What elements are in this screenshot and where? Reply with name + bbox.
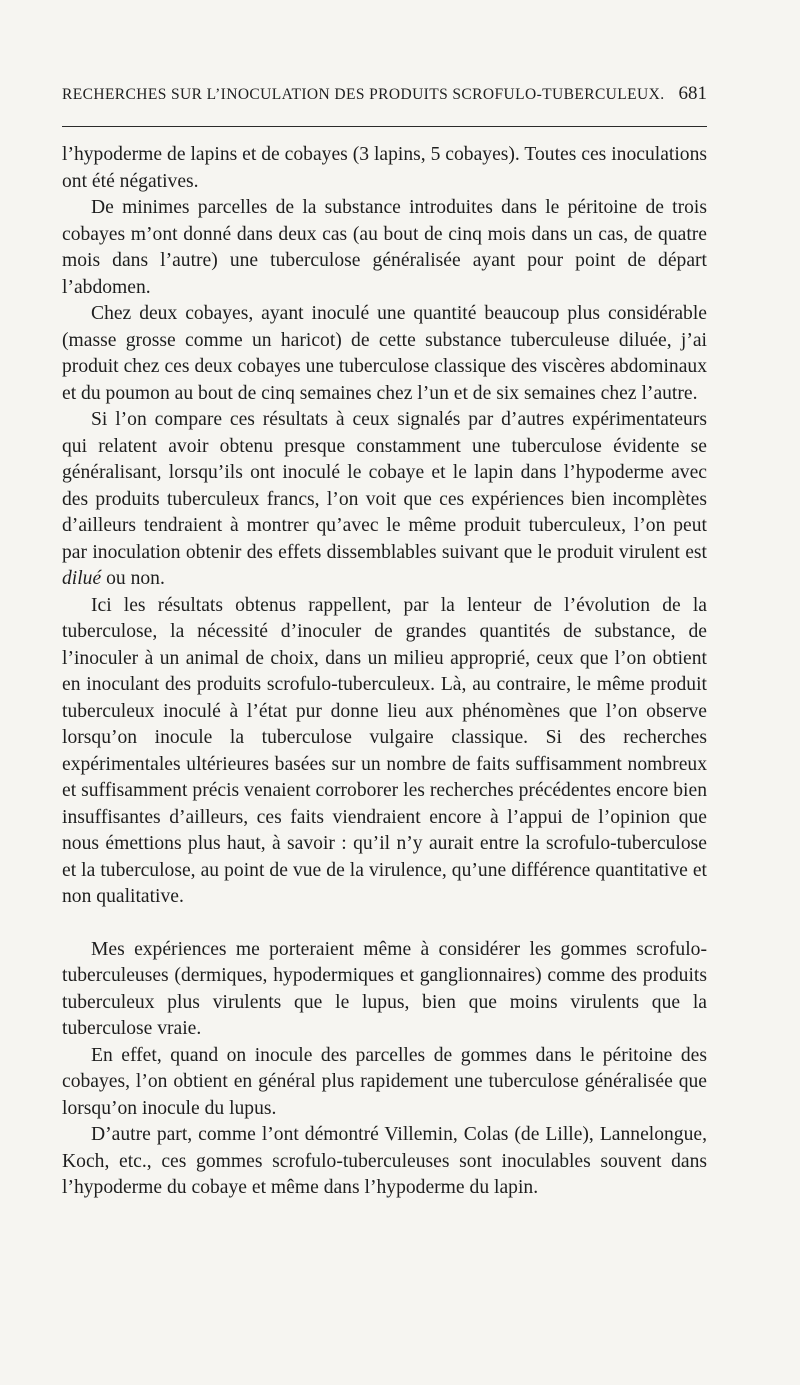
paragraph-continued: l’hypoderme de lapins et de cobayes (3 lapins, 5 cobayes). Toutes ces inoculations ont été négatives.	[62, 144, 707, 192]
paragraph: Chez deux cobayes, ayant inoculé une quantité beaucoup plus considérable (masse grosse comme un haricot) de cette substance tuberculeuse diluée, j’ai produit chez ces deux cobayes une tuberculose classique des viscères abdominaux et du poumon au bout de cinq semaines chez l’un et de six semaines chez l’autre.	[62, 303, 707, 404]
paragraph	[62, 407, 707, 593]
paragraph: En effet, quand on inocule des parcelles de gommes dans le péritoine des cobayes, l’on obtient en général plus rapidement une tuberculose généralisée que lorsqu’on inocule du lupus.	[62, 1044, 707, 1119]
paragraph: De minimes parcelles de la substance introduites dans le péritoine de trois cobayes m’ont donné dans deux cas (au bout de cinq mois dans un cas, de quatre mois dans l’autre) une tuberculose généralisée ayant pour point de départ l’abdomen.	[62, 197, 707, 298]
paragraph: D’autre part, comme l’ont démontré Villemin, Colas (de Lille), Lannelongue, Koch, etc., ces gommes scrofulo-tuberculeuses sont inoculables souvent dans l’hypoderme du cobaye et même dans l’hypoderme du lapin.	[62, 1124, 707, 1198]
header-rule	[62, 126, 707, 127]
paragraph-text: ou non.	[101, 568, 165, 589]
page-number: 681	[678, 83, 707, 104]
running-title: RECHERCHES SUR L’INOCULATION DES PRODUITS SCROFULO-TUBERCULEUX.	[62, 86, 665, 103]
book-page	[62, 84, 707, 1202]
italic-word: dilué	[62, 568, 102, 589]
body-text	[62, 142, 707, 1202]
paragraph: Mes expériences me porteraient même à considérer les gommes scrofulo-tuberculeuses (dermiques, hypodermiques et ganglionnaires) comme des produits tuberculeux plus virulents que le lupus, bien que moins virulents que la tuberculose vraie.	[62, 938, 707, 1039]
running-header	[62, 84, 707, 108]
paragraph: Ici les résultats obtenus rappellent, par la lenteur de l’évolution de la tuberculose, la nécessité d’inoculer de grandes quantités de substance, de l’inoculer à un animal de choix, dans un milieu approprié, ceux que l’on obtient en inoculant des produits scrofulo-tuberculeux. Là, au contraire, le même produit tuberculeux inoculé à l’état pur donne lieu aux phénomènes que l’on observe lorsqu’on inocule la tuberculose vulgaire classique. Si des recherches expérimentales ultérieures basées sur un nombre de faits suffisamment nombreux et suffisamment précis venaient corroborer les recherches précédentes encore bien insuffisantes d’ailleurs, ces faits viendraient encore à l’appui de l’opinion que nous émettions plus haut, à savoir : qu’il n’y aurait entre la scrofulo-tuberculose et la tuberculose, au point de vue de la virulence, qu’une différence quantitative et non qualitative.	[62, 594, 707, 907]
paragraph-text: Si l’on compare ces résultats à ceux signalés par d’autres expérimentateurs qui relatent avoir obtenu presque constamment une tuberculose évidente se généralisant, lorsqu’ils ont inoculé le cobaye et le lapin dans l’hypoderme avec des produits tuberculeux francs, l’on voit que ces expériences bien incomplètes d’ailleurs tendraient à montrer qu’avec le même produit tuberculeux, l’on peut par inoculation obtenir des effets dissemblables suivant que le produit virulent est	[62, 409, 707, 563]
